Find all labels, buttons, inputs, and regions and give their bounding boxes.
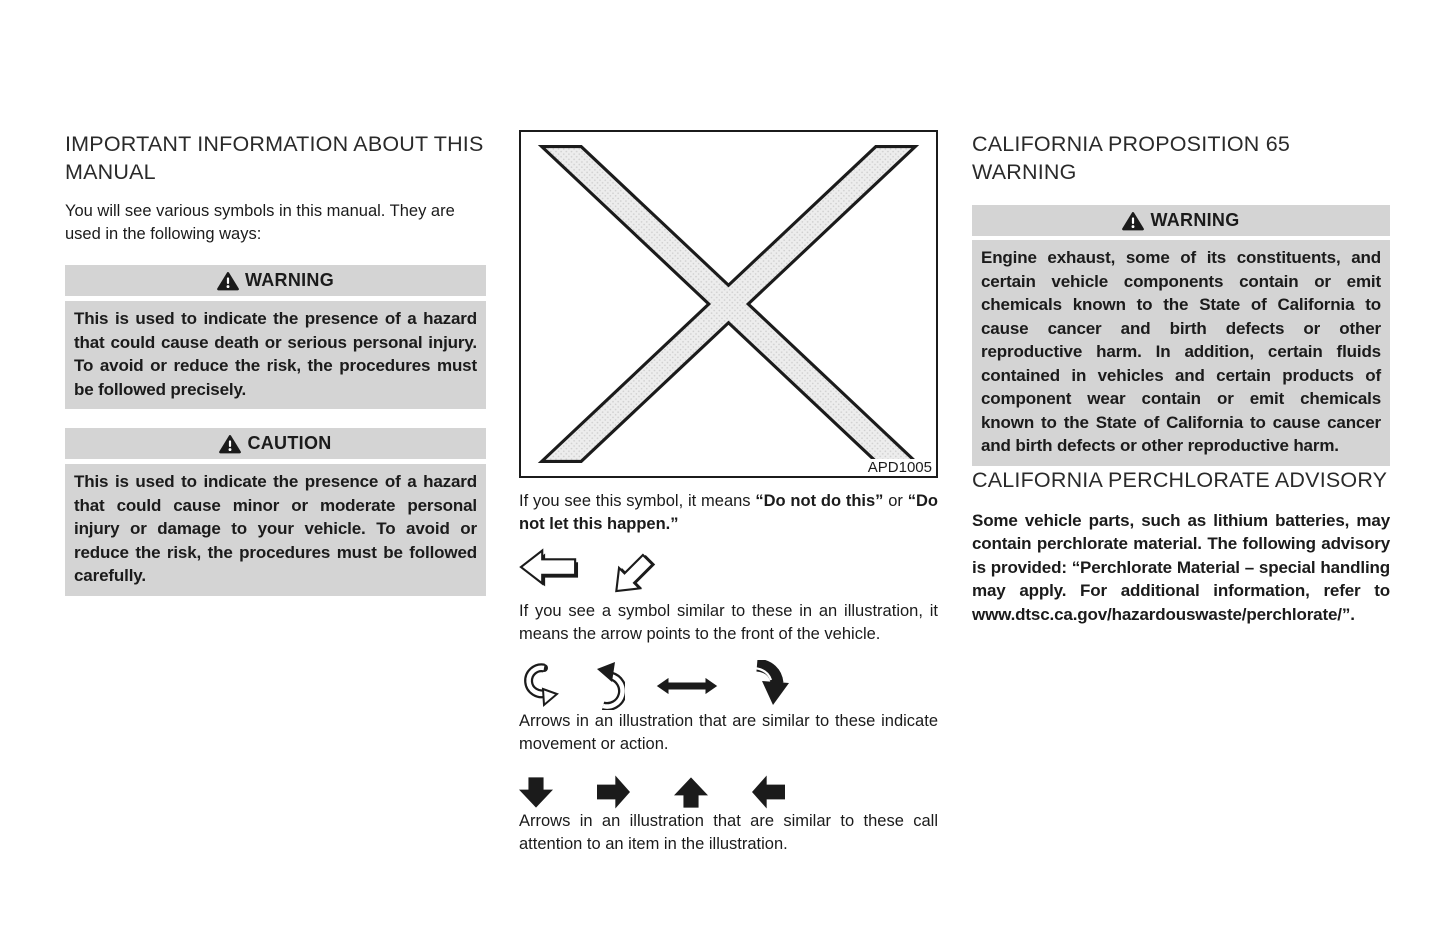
section-california-advisories <box>972 130 1390 626</box>
caption-text: If you see this symbol, it means <box>519 492 756 510</box>
warning-triangle-icon <box>217 271 239 291</box>
front-arrow-icons-row <box>519 548 938 598</box>
attention-arrow-icons-row <box>519 776 938 808</box>
crossed-out-x-symbol <box>521 132 936 476</box>
caption-bold-do-not-do: “Do not do this” <box>755 492 884 510</box>
movement-arrows-text: Arrows in an illustration that are similar to these indicate movement or action. <box>519 712 938 753</box>
warning-header-bar <box>65 265 486 296</box>
right-arrow-icon <box>597 775 630 809</box>
perchlorate-title: CALIFORNIA PERCHLORATE ADVISORY <box>972 467 1388 492</box>
perchlorate-body-text: Some vehicle parts, such as lithium batteries, may contain perchlorate material. The following advisory is provided: “Perchlorate Material – special handling may apply. For additional information, refer to www.dtsc.ca.gov/hazardouswaste/perchlorate/”. <box>972 510 1390 624</box>
up-arrow-icon <box>674 777 708 808</box>
prop65-warning-block <box>972 205 1390 466</box>
movement-arrow-icons-row <box>519 660 938 708</box>
warning-triangle-icon <box>219 434 241 454</box>
double-headed-horizontal-arrow-icon <box>655 674 719 698</box>
figure-code: APD1005 <box>864 459 932 476</box>
warning-body-text: This is used to indicate the presence of a hazard that could cause death or serious personal injury. To avoid or reduce the risk, the procedures must be followed precisely. <box>65 301 486 409</box>
bent-down-arrow-icon <box>749 660 789 706</box>
prop65-warning-header-bar <box>972 205 1390 236</box>
warning-block <box>65 265 486 409</box>
caption-bold-do-not-let: “Do not let this happen.” <box>519 492 938 533</box>
down-arrow-icon <box>519 777 553 808</box>
rotate-clockwise-arrow-icon <box>589 660 625 710</box>
section-important-information <box>65 130 486 596</box>
down-left-block-arrow-icon <box>605 548 659 602</box>
do-not-caption <box>519 490 938 536</box>
warning-triangle-icon <box>1122 211 1144 231</box>
caution-header-bar <box>65 428 486 459</box>
prop65-title: CALIFORNIA PROPOSITION 65 WARNING <box>972 132 1291 184</box>
caution-label: CAUTION <box>247 433 332 453</box>
front-arrows-text: If you see a symbol similar to these in an illustration, it means the arrow points to the front of the vehicle. <box>519 602 938 643</box>
caution-body-text: This is used to indicate the presence of a hazard that could cause minor or moderate personal injury or damage to your vehicle. To avoid or reduce the risk, the procedures must be followed carefully. <box>65 464 486 596</box>
caption-text: or <box>883 492 908 510</box>
caution-block <box>65 428 486 596</box>
prop65-warning-body-text: Engine exhaust, some of its constituents, and certain vehicle components contain or emit chemicals known to the State of California to cause cancer and birth defects or other reproductive harm. In addition, certain fluids contained in vehicles and certain products of component wear contain or emit chemicals known to the State of California to cause cancer and birth defects or other reproductive harm. <box>972 240 1390 466</box>
left-block-arrow-icon <box>519 548 579 588</box>
prop65-warning-label: WARNING <box>1150 210 1240 230</box>
intro-paragraph: You will see various symbols in this manual. They are used in the following ways: <box>65 202 455 243</box>
section-symbol-legend <box>519 130 938 856</box>
left-arrow-icon <box>752 775 785 809</box>
rotate-counterclockwise-arrow-icon <box>519 660 559 708</box>
do-not-symbol-figure <box>519 130 938 478</box>
attention-arrows-text: Arrows in an illustration that are similar to these call attention to an item in the illustration. <box>519 812 938 853</box>
warning-label: WARNING <box>244 270 335 290</box>
important-info-title: IMPORTANT INFORMATION ABOUT THIS MANUAL <box>65 132 484 184</box>
